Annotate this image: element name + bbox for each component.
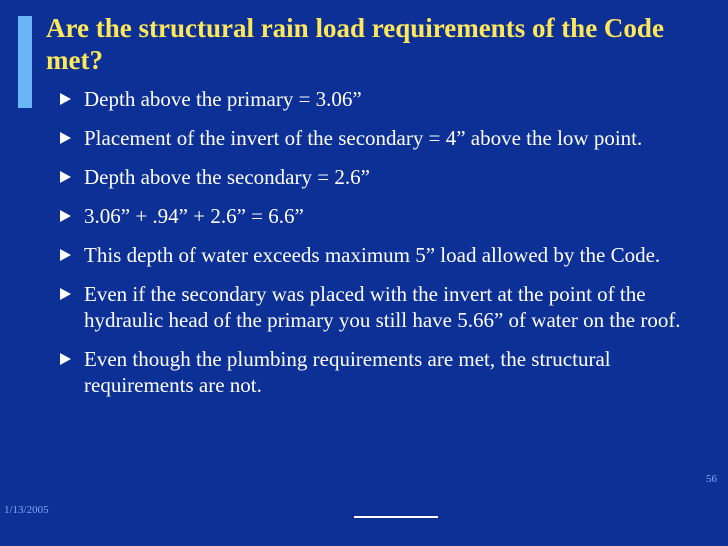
- bullet-item: [58, 281, 708, 333]
- bullet-text: This depth of water exceeds maximum 5” load allowed by the Code.: [84, 243, 661, 267]
- bullet-item: [58, 125, 708, 151]
- bullet-text: Even if the secondary was placed with the invert at the point of the hydraulic head of the primary you still have 5.66” of water on the roof.: [84, 282, 681, 332]
- bullet-item: [58, 242, 708, 268]
- slide-date: 1/13/2005: [4, 504, 49, 516]
- triangle-bullet-icon: [60, 93, 71, 105]
- bullet-item: [58, 203, 708, 229]
- bullet-item: [58, 346, 708, 398]
- bullet-text: Even though the plumbing requirements are met, the structural requirements are not.: [84, 347, 611, 397]
- triangle-bullet-icon: [60, 353, 71, 365]
- bullet-text: Placement of the invert of the secondary = 4” above the low point.: [84, 126, 643, 150]
- triangle-bullet-icon: [60, 171, 71, 183]
- title-accent-bar: [18, 16, 32, 108]
- bullet-text: Depth above the secondary = 2.6”: [84, 165, 370, 189]
- triangle-bullet-icon: [60, 210, 71, 222]
- bullet-item: [58, 86, 708, 112]
- triangle-bullet-icon: [60, 132, 71, 144]
- bullet-text: Depth above the primary = 3.06”: [84, 87, 362, 111]
- triangle-bullet-icon: [60, 288, 71, 300]
- bullet-text: 3.06” + .94” + 2.6” = 6.6”: [84, 204, 304, 228]
- slide-page-number: 56: [706, 473, 717, 485]
- bullet-list: [58, 86, 708, 411]
- text-underline: [354, 516, 438, 518]
- slide-title: Are the structural rain load requirements of the Code met?: [46, 13, 664, 75]
- bullet-item: [58, 164, 708, 190]
- triangle-bullet-icon: [60, 249, 71, 261]
